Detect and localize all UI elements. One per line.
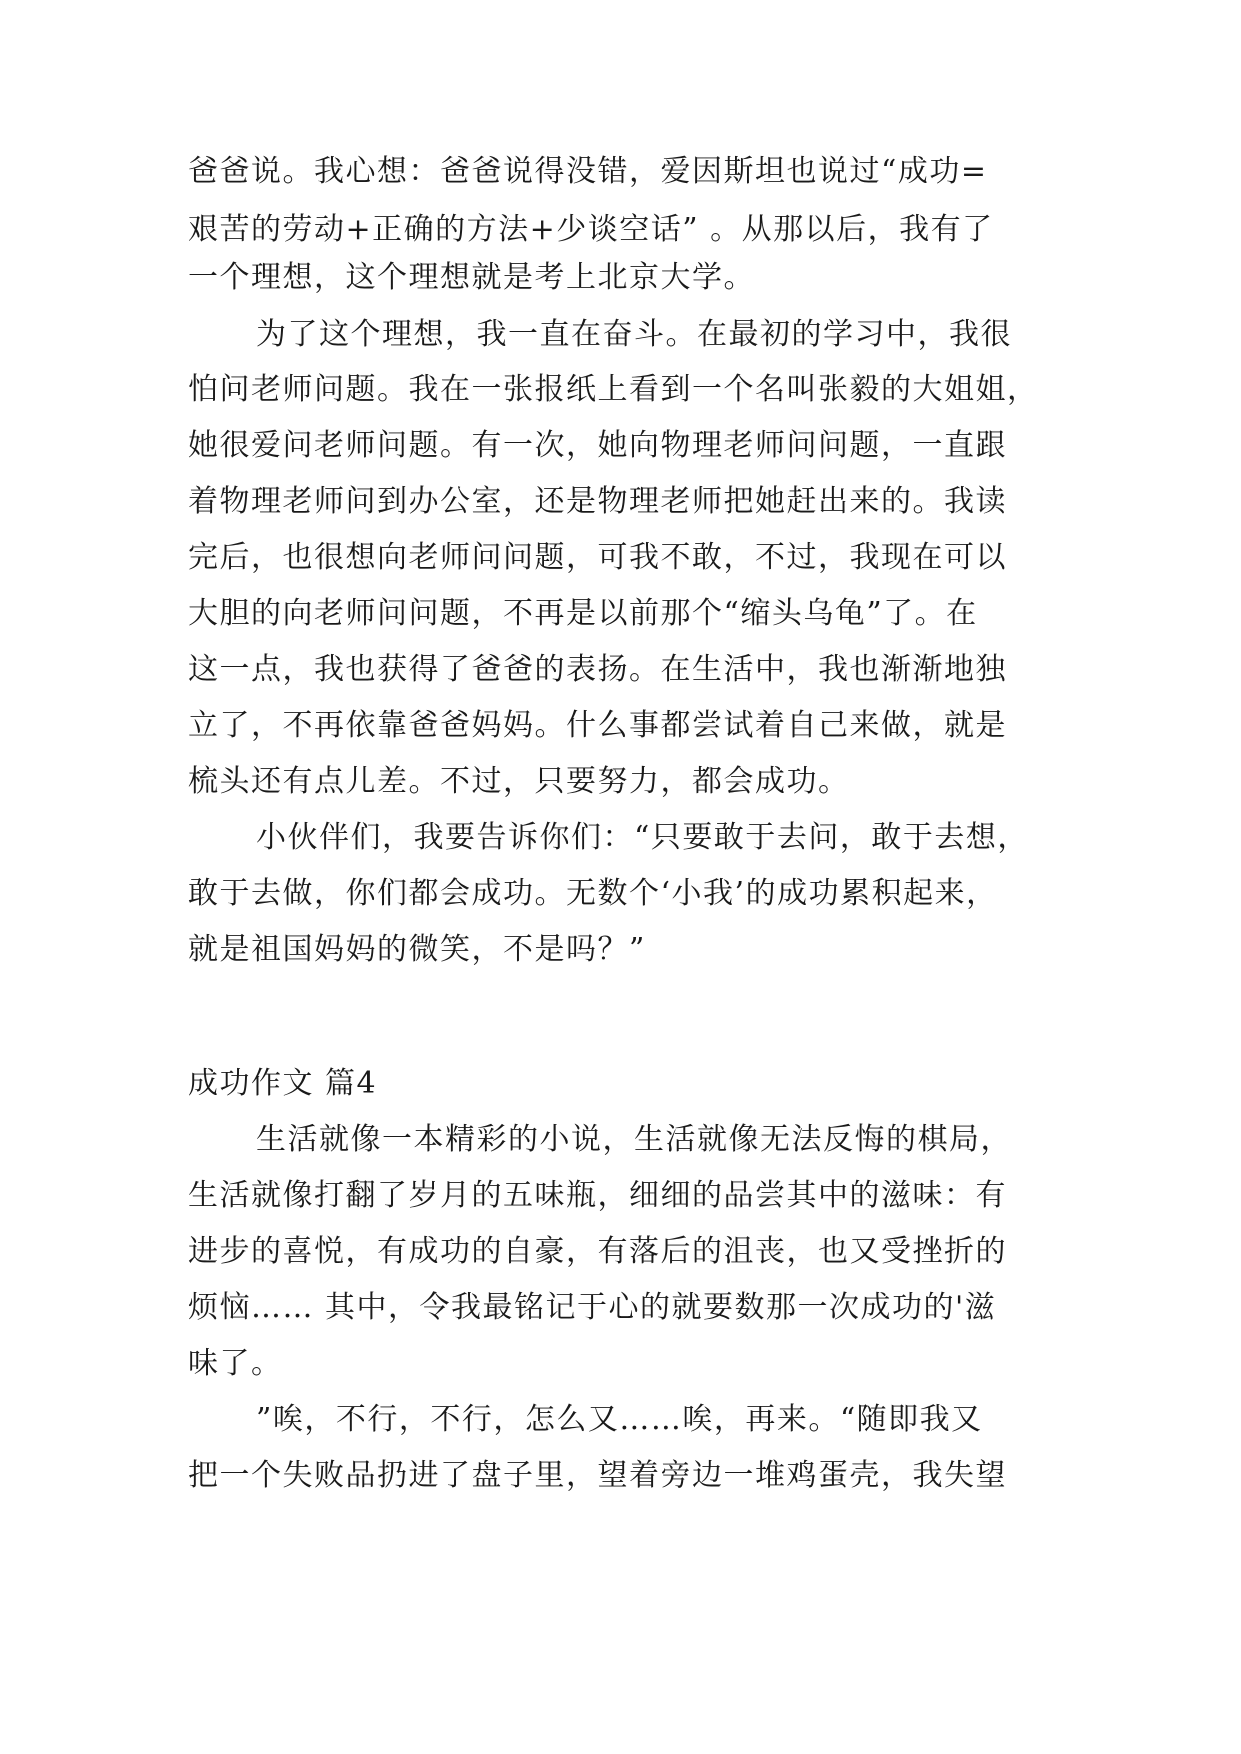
text-line: 进步的喜悦，有成功的自豪，有落后的沮丧，也又受挫折的 <box>188 1234 1007 1269</box>
text-line: 把一个失败品扔进了盘子里，望着旁边一堆鸡蛋壳，我失望 <box>188 1458 1007 1493</box>
text-line: ”唉，不行，不行，怎么又……唉，再来。“随即我又 <box>256 1402 983 1437</box>
text-line: 一个理想，这个理想就是考上北京大学。 <box>188 260 755 295</box>
text-line: 生活就像一本精彩的小说，生活就像无法反悔的棋局， <box>256 1122 1012 1157</box>
text-line: 为了这个理想，我一直在奋斗。在最初的学习中，我很 <box>256 317 1012 352</box>
text-line: 味了。 <box>188 1346 283 1381</box>
text-line: 怕问老师问题。我在一张报纸上看到一个名叫张毅的大姐姐， <box>188 372 1039 407</box>
text-line: 生活就像打翻了岁月的五味瓶，细细的品尝其中的滋味：有 <box>188 1178 1007 1213</box>
section-heading: 成功作文 篇4 <box>188 1066 378 1101</box>
text-line: 就是祖国妈妈的微笑，不是吗？” <box>188 932 646 967</box>
text-line: 小伙伴们，我要告诉你们：“只要敢于去问，敢于去想， <box>256 820 1029 855</box>
text-line: 完后，也很想向老师问问题，可我不敢，不过，我现在可以 <box>188 540 1007 575</box>
text-line: 梳头还有点儿差。不过，只要努力，都会成功。 <box>188 764 850 799</box>
text-line: 烦恼…… 其中，令我最铭记于心的就要数那一次成功的'滋 <box>188 1290 997 1325</box>
text-line: 她很爱问老师问题。有一次，她向物理老师问问题，一直跟 <box>188 428 1007 463</box>
text-line: 敢于去做，你们都会成功。无数个‘小我’的成功累积起来， <box>188 876 998 911</box>
text-line: 立了，不再依靠爸爸妈妈。什么事都尝试着自己来做，就是 <box>188 708 1007 743</box>
text-line: 大胆的向老师问问题，不再是以前那个“缩头乌龟”了。在 <box>188 596 978 631</box>
text-line: 艰苦的劳动+正确的方法+少谈空话” 。从那以后，我有了 <box>188 212 994 247</box>
text-line: 着物理老师问到办公室，还是物理老师把她赶出来的。我读 <box>188 484 1007 519</box>
text-line: 爸爸说。我心想：爸爸说得没错，爱因斯坦也说过“成功= <box>188 154 988 189</box>
text-line: 这一点，我也获得了爸爸的表扬。在生活中，我也渐渐地独 <box>188 652 1007 687</box>
